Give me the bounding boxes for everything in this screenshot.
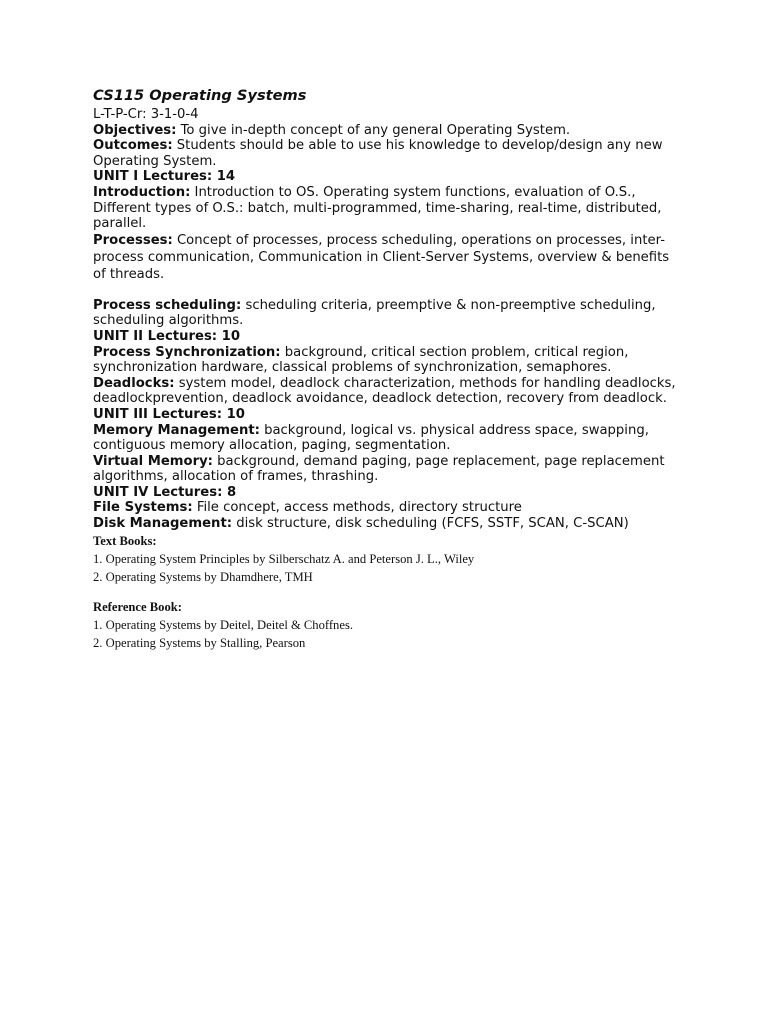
processes-text: Concept of processes, process scheduling, operations on processes, inter-process communication, Communication in Client-Server Systems, overview & benefits of threads. xyxy=(93,232,670,282)
disk-management-label: Disk Management: xyxy=(93,516,233,532)
introduction-paragraph xyxy=(93,185,683,232)
deadlocks-label: Deadlocks: xyxy=(93,375,175,391)
virtual-memory-paragraph xyxy=(93,454,683,485)
outcomes-paragraph xyxy=(93,138,683,169)
text-book-item: 2. Operating Systems by Dhamdhere, TMH xyxy=(93,569,313,584)
process-sync-paragraph xyxy=(93,345,683,376)
reference-books-section xyxy=(93,598,683,652)
process-scheduling-paragraph xyxy=(93,298,683,329)
process-scheduling-label: Process scheduling: xyxy=(93,297,242,313)
reference-book-item: 2. Operating Systems by Stalling, Pearson xyxy=(93,635,306,650)
outcomes-label: Outcomes: xyxy=(93,138,173,154)
file-systems-text: File concept, access methods, directory structure xyxy=(192,500,522,516)
syllabus-document xyxy=(93,87,683,652)
unit-2-heading: UNIT II Lectures: 10 xyxy=(93,328,241,344)
reference-books-heading: Reference Book: xyxy=(93,599,182,614)
unit-3-heading: UNIT III Lectures: 10 xyxy=(93,406,245,422)
process-sync-text: background, critical section problem, critical region, synchronization hardware, classical problems of synchronization, semaphores. xyxy=(93,344,629,376)
deadlocks-text: system model, deadlock characterization, methods for handling deadlocks, deadlockprevention, deadlock avoidance, deadlock detection, recovery from deadlock. xyxy=(93,375,676,407)
course-title: CS115 Operating Systems xyxy=(93,87,307,104)
spacer xyxy=(93,283,683,298)
virtual-memory-label: Virtual Memory: xyxy=(93,453,213,469)
disk-management-text: disk structure, disk scheduling (FCFS, SSTF, SCAN, C-SCAN) xyxy=(232,516,629,532)
ltpc-line: L-T-P-Cr: 3-1-0-4 xyxy=(93,107,199,122)
objectives-paragraph xyxy=(93,123,683,139)
spacer xyxy=(93,586,683,598)
reference-book-item: 1. Operating Systems by Deitel, Deitel & Choffnes. xyxy=(93,617,353,632)
objectives-text: To give in-depth concept of any general Operating System. xyxy=(176,122,571,138)
text-books-section xyxy=(93,532,683,586)
memory-label: Memory Management: xyxy=(93,422,260,438)
introduction-text: Introduction to OS. Operating system functions, evaluation of O.S., Different types of O.S.: batch, multi-programmed, time-sharing, real-time, distributed, parallel. xyxy=(93,184,662,232)
processes-label: Processes: xyxy=(93,232,173,248)
outcomes-text: Students should be able to use his knowledge to develop/design any new Operating System. xyxy=(93,138,663,169)
process-sync-label: Process Synchronization: xyxy=(93,344,281,360)
memory-paragraph xyxy=(93,423,683,454)
introduction-label: Introduction: xyxy=(93,184,191,200)
unit-4-heading: UNIT IV Lectures: 8 xyxy=(93,484,237,500)
process-scheduling-text: scheduling criteria, preemptive & non-preemptive scheduling, scheduling algorithms. xyxy=(93,297,656,329)
file-systems-paragraph xyxy=(93,500,683,516)
objectives-label: Objectives: xyxy=(93,122,177,138)
processes-paragraph xyxy=(93,232,683,283)
memory-text: background, logical vs. physical address space, swapping, contiguous memory allocation, paging, segmentation. xyxy=(93,422,649,454)
disk-management-paragraph xyxy=(93,516,683,532)
file-systems-label: File Systems: xyxy=(93,500,193,516)
text-books-heading: Text Books: xyxy=(93,533,157,548)
deadlocks-paragraph xyxy=(93,376,683,407)
virtual-memory-text: background, demand paging, page replacement, page replacement algorithms, allocation of frames, thrashing. xyxy=(93,453,665,485)
text-book-item: 1. Operating System Principles by Silberschatz A. and Peterson J. L., Wiley xyxy=(93,551,475,566)
unit-1-heading: UNIT I Lectures: 14 xyxy=(93,169,236,185)
